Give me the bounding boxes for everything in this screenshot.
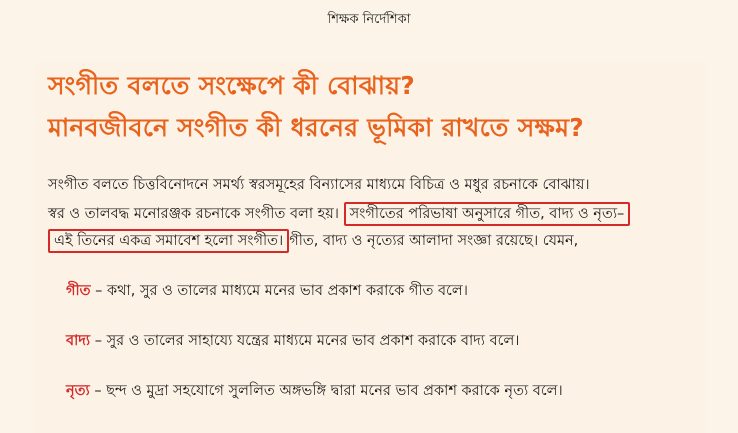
highlight-box: এই তিনের একত্র সমাবেশ হলো সংগীত। <box>48 229 289 253</box>
paragraph-text: স্বর ও তালবদ্ধ মনোরঞ্জক রচনাকে সংগীত বলা হয়। <box>48 206 339 222</box>
definition-nritya <box>66 380 563 404</box>
definition-badya <box>66 330 520 354</box>
definition-term: নৃত্য <box>66 383 90 399</box>
paragraph-line-3 <box>48 228 703 254</box>
definition-term: বাদ্য <box>66 333 91 349</box>
page-header: শিক্ষক নির্দেশিকা <box>327 12 411 27</box>
definition-text: – সুর ও তালের সাহায্যে যন্ত্রের মাধ্যমে মনের ভাব প্রকাশ করাকে বাদ্য বলে। <box>90 333 520 349</box>
paragraph-line-2 <box>48 201 703 227</box>
paragraph-text: গীত, বাদ্য ও নৃত্যের আলাদা সংজ্ঞা রয়েছে। যেমন, <box>289 233 579 249</box>
definition-text: – কথা, সুর ও তালের মাধ্যমে মনের ভাব প্রকাশ করাকে গীত বলে। <box>90 283 468 299</box>
question-2: মানবজীবনে সংগীত কী ধরনের ভূমিকা রাখতে সক্ষম? <box>48 113 585 142</box>
definition-geet <box>66 280 468 304</box>
definition-term: গীত <box>66 283 91 299</box>
question-1: সংগীত বলতে সংক্ষেপে কী বোঝায়? <box>48 71 416 100</box>
paragraph-line-1: সংগীত বলতে চিত্তবিনোদনে সমর্থ্য স্বরসমূহের বিন্যাসের মাধ্যমে বিচিত্র ও মধুর রচনাকে বোঝায়। <box>48 177 590 193</box>
definition-text: – ছন্দ ও মুদ্রা সহযোগে সুললিত অঙ্গভঙ্গি দ্বারা মনের ভাব প্রকাশ করাকে নৃত্য বলে। <box>89 383 563 399</box>
highlight-box: সংগীতের পরিভাষা অনুসারে গীত, বাদ্য ও নৃত্য– <box>344 202 631 226</box>
